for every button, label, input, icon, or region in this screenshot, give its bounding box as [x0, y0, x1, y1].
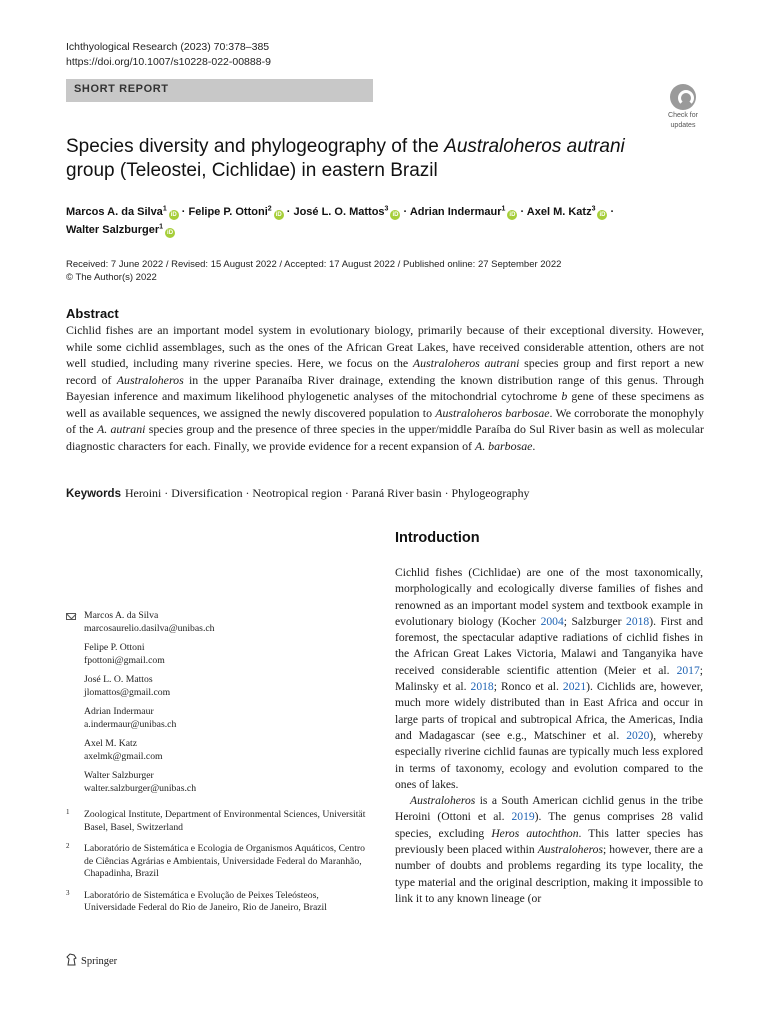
citation-link[interactable]: 2021 — [562, 680, 587, 694]
text-run: . This latter species has previously been placed within — [395, 826, 703, 857]
abstract-species: A. autrani — [96, 422, 146, 436]
author-name: José L. O. Mattos — [293, 206, 385, 218]
orcid-icon[interactable]: iD — [392, 212, 399, 218]
text-run: ), whereby especially riverine cichlid faunas are typically much less explored in terms of taxonomy, ecology and evolution compared to the ones of lakes. — [395, 728, 703, 791]
copyright: © The Author(s) 2022 — [66, 272, 157, 283]
title-part2: group (Teleostei, Cichlidae) in eastern Brazil — [66, 160, 438, 181]
author-affiliation-number: 1 — [159, 223, 164, 231]
text-run: ). The genus comprises 28 valid species, excluding — [395, 810, 703, 840]
text-run: ; Malinsky et al. — [395, 663, 703, 694]
article-title — [66, 135, 666, 183]
contact-name: Adrian Indermaur — [84, 706, 154, 717]
contact-entry — [84, 706, 366, 731]
orcid-icon[interactable]: iD — [275, 212, 282, 218]
author-name: Walter Salzburger — [66, 224, 160, 236]
citation-link[interactable]: 2019 — [511, 810, 535, 824]
text-run: ). Cichlids are, however, much more widely distributed than in East Africa and occur in large parts of tropical and subtropical Africa, the Americas, India and Madagascar (see e.g., Matschiner et al. — [395, 680, 703, 742]
abstract-species: Australoheros autrani — [412, 356, 520, 370]
affiliation — [66, 842, 366, 881]
contact-name: Marcos A. da Silva — [84, 610, 159, 621]
introduction-heading: Introduction — [395, 530, 480, 546]
orcid-icon[interactable]: iD — [167, 230, 174, 236]
contact-entry — [84, 770, 366, 795]
keywords — [66, 485, 529, 502]
abstract-heading: Abstract — [66, 306, 119, 321]
contact-email[interactable]: fpottoni@gmail.com — [84, 654, 165, 666]
history-dates: Received: 7 June 2022 / Revised: 15 August 2022 / Accepted: 17 August 2022 / Published online: 27 September 2022 — [66, 259, 562, 270]
keywords-label: Keywords — [66, 488, 121, 500]
abstract-text — [66, 322, 704, 454]
author[interactable] — [66, 224, 175, 236]
contact-name: José L. O. Mattos — [84, 674, 153, 685]
abstract-species: Australoheros — [116, 372, 184, 387]
author-affiliation-number: 3 — [591, 205, 596, 213]
affiliation-number: 2 — [66, 842, 70, 850]
author-name: Felipe P. Ottoni — [188, 206, 268, 218]
abstract-species: b — [561, 389, 568, 403]
author-name: Axel M. Katz — [526, 206, 592, 218]
genus-name: Australoheros — [410, 794, 476, 808]
title-species: Australoheros autrani — [444, 136, 625, 157]
abstract-segment: . — [532, 438, 536, 453]
citation-link[interactable]: 2018 — [626, 614, 650, 628]
abstract-species: A. barbosae — [474, 438, 533, 453]
orcid-icon[interactable]: iD — [599, 212, 606, 218]
author[interactable] — [293, 206, 400, 218]
springer-horse-icon — [66, 953, 78, 966]
contact-name: Axel M. Katz — [84, 738, 137, 749]
author[interactable] — [66, 206, 179, 218]
abstract-segment: Cichlid fishes are an important model system in evolutionary biology, primarily because of their exceptional diversity. However, while some cichlid assemblages, such as the ones of the African Great Lakes, have received considerable attention, others are not well studied, including many riverine species. Here, we focus on the — [66, 323, 704, 370]
author-affiliation-number: 1 — [501, 205, 506, 213]
contact-email[interactable]: a.indermaur@unibas.ch — [84, 718, 177, 730]
author[interactable] — [410, 206, 518, 218]
abstract-segment: species group and first report a new record of — [66, 356, 705, 387]
affiliation-text: Laboratório de Sistemática e Evolução de Peixes Teleósteos, Universidade Federal do Rio de Janeiro, Rio de Janeiro, Brazil — [84, 889, 327, 913]
affiliation-number: 1 — [66, 808, 70, 816]
title-part1: Species diversity and phylogeography of the — [66, 136, 445, 157]
contact-entry — [84, 642, 366, 667]
genus-name: Australoheros — [537, 843, 603, 857]
author-name: Adrian Indermaur — [409, 206, 502, 218]
author-list: Marcos A. da Silva$^1$iD · Felipe P. Ottoni$^2$iD · José L. O. Mattos$^3$iD · Adrian Indermaur$^1$iD · Axel M. Katz$^3$iD · Walter Salzburger$^1$iD — [66, 205, 615, 236]
citation-link[interactable]: 2018 — [470, 680, 494, 694]
author[interactable] — [189, 206, 284, 218]
article-type-bar — [66, 79, 373, 102]
check-updates-line1: Check for — [668, 112, 698, 119]
envelope-icon — [66, 613, 76, 620]
orcid-icon[interactable]: iD — [170, 212, 177, 218]
author[interactable] — [527, 206, 608, 218]
journal-citation: Ichthyological Research (2023) 70:378–385 — [66, 41, 270, 53]
orcid-icon[interactable]: iD — [509, 212, 516, 218]
check-updates-icon — [670, 84, 696, 110]
citation-link[interactable]: 2020 — [626, 728, 650, 742]
publisher-logo — [66, 953, 117, 967]
contact-entry — [84, 674, 366, 699]
abstract-segment: gene of these specimens as well as available sequences, we assigned the newly discovered population to — [66, 389, 704, 420]
contact-entry — [84, 738, 366, 763]
affiliation — [66, 888, 366, 915]
abstract-segment: . We corroborate the monophyly of the — [66, 405, 704, 436]
contact-name: Felipe P. Ottoni — [84, 642, 145, 653]
article-type-label: SHORT REPORT — [74, 83, 169, 95]
author-affiliation-number: 1 — [162, 205, 167, 213]
intro-paragraph-1 — [395, 565, 703, 793]
keywords-text: Heroini · Diversification · Neotropical region · Paraná River basin · Phylogeography — [124, 486, 530, 500]
intro-paragraph-2 — [395, 793, 703, 907]
contact-entry — [84, 610, 366, 635]
author-affiliation-number: 2 — [267, 205, 272, 213]
contact-email[interactable]: axelmk@gmail.com — [84, 750, 163, 762]
correspondence-block — [66, 610, 366, 924]
text-run: ; however, there are a number of doubts and problems regarding its type locality, the type material and the original description, making it impossible to link it to any known lineage (or — [395, 843, 704, 905]
contact-email[interactable]: walter.salzburger@unibas.ch — [84, 782, 197, 794]
publication-dates — [66, 258, 561, 284]
abstract-species: Australoheros barbosae — [435, 405, 550, 420]
text-run: ). First and foremost, the spectacular adaptive radiations of cichlid fishes in the African Great Lakes Victoria, Malawi and Tanganyika have received considerable scientific attention (Meier et al. — [395, 614, 703, 677]
author-name: Marcos A. da Silva — [66, 206, 163, 218]
doi-link[interactable]: https://doi.org/10.1007/s10228-022-00888-9 — [66, 56, 271, 68]
journal-citation-block — [66, 40, 271, 70]
check-updates-line2: updates — [670, 122, 696, 129]
citation-link[interactable]: 2004 — [540, 614, 564, 628]
contact-email[interactable]: marcosaurelio.dasilva@unibas.ch — [84, 622, 215, 634]
citation-link[interactable]: 2017 — [676, 663, 700, 677]
contact-email[interactable]: jlomattos@gmail.com — [84, 686, 171, 698]
abstract-segment: in the upper Paranaíba River drainage, extending the known distribution range of this genus. Through Bayesian inference and maximum likelihood phylogenetic analyses of the mitochondrial cytochrome — [66, 372, 704, 403]
author-affiliation-number: 3 — [384, 205, 389, 213]
publisher-name: Springer — [81, 956, 118, 967]
text-run: Cichlid fishes (Cichlidae) are one of the most taxonomically, morphologically and ecologically diverse families of fishes and renowned as an important model system and textbook example in evolutionary biology (Kocher — [395, 566, 703, 628]
text-run: is a South American cichlid genus in the tribe Heroini (Ottoni et al. — [395, 794, 703, 824]
species-name: Heros autochthon — [491, 826, 579, 840]
text-run: ; Ronco et al. — [493, 680, 563, 694]
text-run: ; Salzburger — [563, 614, 627, 628]
affiliation-number: 3 — [66, 888, 70, 897]
affiliation-text: Laboratório de Sistemática e Ecologia de Organismos Aquáticos, Centro de Ciências Agrárias e Ambientais, Universidade Federal do Maranhão, Chapadinha, Brazil — [84, 843, 365, 879]
contact-name: Walter Salzburger — [84, 770, 154, 781]
introduction-body — [395, 565, 703, 907]
check-for-updates-badge[interactable] — [663, 84, 703, 130]
abstract-segment: species group and the presence of three species in the upper/middle Paraíba do Sul River basin as well as molecular diagnostic characters for each. Finally, we provide evidence for a recent expansion of — [66, 422, 704, 453]
affiliation — [66, 808, 366, 834]
affiliation-text: Zoological Institute, Department of Environmental Sciences, Universität Basel, Basel, Switzerland — [84, 809, 366, 833]
